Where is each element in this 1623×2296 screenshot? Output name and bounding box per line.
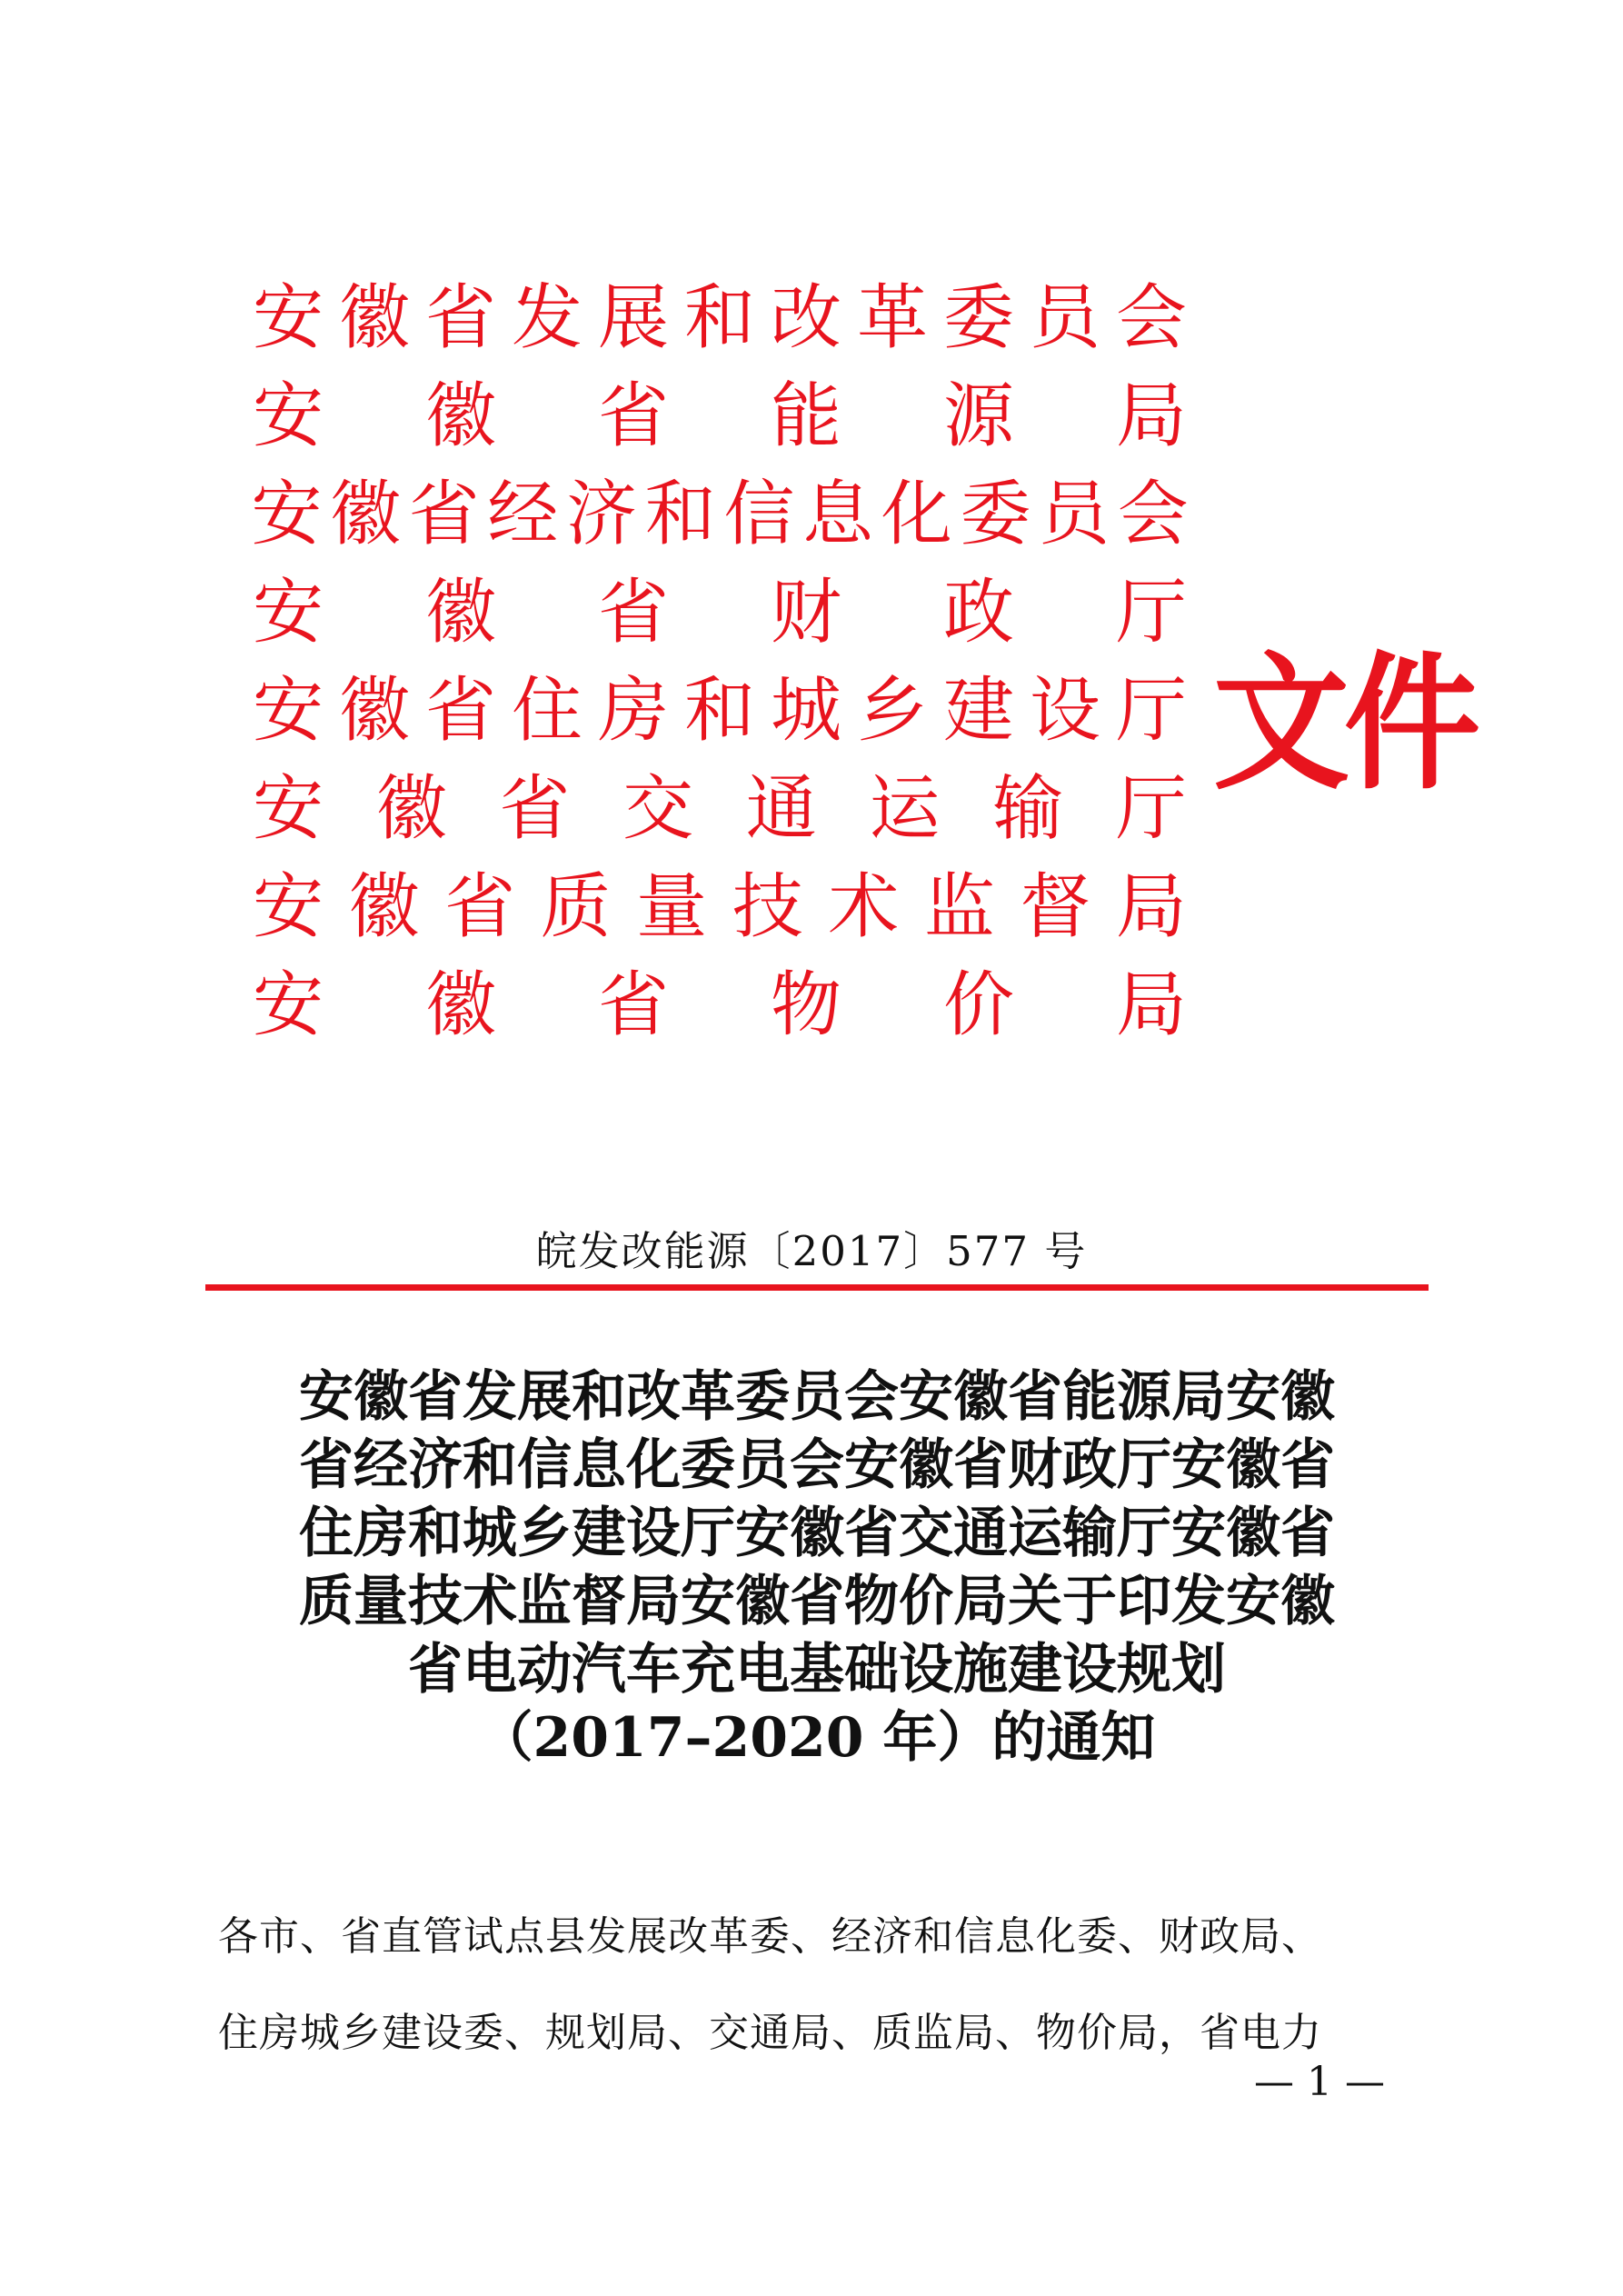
- issuer-char: 房: [597, 670, 669, 752]
- body-line: 住房城乡建设委、规划局、交通局、质监局、物价局，省电力: [218, 2010, 1322, 2056]
- issuer-char: 和: [644, 474, 716, 555]
- issuer-name: [247, 662, 1192, 760]
- issuer-char: 员: [1029, 277, 1100, 359]
- document-title: [205, 1363, 1429, 1772]
- document-mark: 文件: [1213, 639, 1476, 811]
- issuer-char: 设: [1029, 670, 1100, 752]
- issuer-char: 和: [683, 277, 755, 359]
- issuer-char: 建: [942, 670, 1014, 752]
- issuer-char: 局: [1115, 866, 1187, 948]
- issuer-char: 委: [960, 474, 1031, 555]
- issuer-char: 省: [499, 768, 571, 850]
- issuer-char: 徽: [338, 277, 410, 359]
- issuer-char: 安: [252, 277, 324, 359]
- issuer-char: 厅: [1115, 768, 1187, 850]
- issuer-char: 政: [942, 572, 1014, 654]
- issuer-char: 改: [770, 277, 841, 359]
- title-line: 省电动汽车充电基础设施建设规划: [408, 1638, 1226, 1702]
- issuer-char: 物: [770, 964, 841, 1046]
- issuer-char: 省: [424, 277, 496, 359]
- issuer-char: 量: [636, 866, 708, 948]
- issuer-char: 委: [942, 277, 1014, 359]
- issuer-char: 督: [1020, 866, 1091, 948]
- issuer-char: 省: [408, 474, 480, 555]
- issuer-char: 徽: [424, 964, 496, 1046]
- issuer-char: 和: [683, 670, 755, 752]
- title-line: 住房和城乡建设厅安徽省交通运输厅安徽省: [299, 1502, 1335, 1565]
- issuer-char: 监: [923, 866, 995, 948]
- issuer-char: 会: [1115, 277, 1187, 359]
- issuer-char: 安: [252, 375, 324, 457]
- issuer-char: 住: [511, 670, 582, 752]
- issuer-char: 安: [252, 670, 324, 752]
- issuer-char: 能: [770, 375, 841, 457]
- issuer-name: [247, 269, 1192, 367]
- title-line: 省经济和信息化委员会安徽省财政厅安徽省: [299, 1433, 1335, 1497]
- issuer-char: 省: [597, 572, 669, 654]
- issuer-name: [247, 367, 1192, 465]
- issuer-char: 信: [723, 474, 795, 555]
- issuer-char: 交: [622, 768, 694, 850]
- body-line: 各市、省直管试点县发展改革委、经济和信息化委、财政局、: [218, 1913, 1322, 1960]
- issuer-char: 厅: [1115, 572, 1187, 654]
- issuer-char: 价: [942, 964, 1014, 1046]
- issuer-char: 局: [1115, 375, 1187, 457]
- issuer-char: 徽: [424, 572, 496, 654]
- issuer-char: 发: [511, 277, 582, 359]
- issuer-char: 乡: [856, 670, 928, 752]
- document-number: 皖发改能源〔2017〕577 号: [535, 1227, 1088, 1275]
- issuer-char: 经: [487, 474, 559, 555]
- issuer-char: 革: [856, 277, 928, 359]
- issuer-char: 源: [942, 375, 1014, 457]
- issuer-char: 城: [770, 670, 841, 752]
- issuer-char: 通: [745, 768, 817, 850]
- title-line: 安徽省发展和改革委员会安徽省能源局安徽: [299, 1365, 1335, 1429]
- issuer-char: 技: [732, 866, 803, 948]
- issuer-char: 安: [252, 866, 324, 948]
- title-line: 质量技术监督局安徽省物价局关于印发安徽: [299, 1570, 1335, 1633]
- issuer-char: 息: [802, 474, 874, 555]
- issuer-char: 省: [424, 670, 496, 752]
- body-text: [218, 1889, 1427, 2081]
- issuer-char: 安: [252, 572, 324, 654]
- page-number: — 1 —: [1254, 2059, 1385, 2105]
- issuer-char: 省: [444, 866, 516, 948]
- issuer-name: [247, 956, 1192, 1054]
- issuer-name: [247, 564, 1192, 662]
- issuer-char: 质: [540, 866, 612, 948]
- issuer-char: 厅: [1115, 670, 1187, 752]
- issuer-char: 徽: [348, 866, 420, 948]
- issuer-char: 省: [597, 375, 669, 457]
- issuer-char: 局: [1115, 964, 1187, 1046]
- issuer-char: 徽: [330, 474, 402, 555]
- issuer-char: 安: [252, 964, 324, 1046]
- issuer-char: 输: [992, 768, 1064, 850]
- issuer-char: 省: [597, 964, 669, 1046]
- title-line: （2017–2020 年）的通知: [478, 1706, 1156, 1770]
- issuer-name: [247, 760, 1192, 858]
- issuer-char: 展: [597, 277, 669, 359]
- issuer-char: 财: [770, 572, 841, 654]
- issuer-char: 会: [1117, 474, 1189, 555]
- issuer-char: 徽: [375, 768, 447, 850]
- red-separator-line: [205, 1284, 1429, 1291]
- issuer-char: 运: [869, 768, 941, 850]
- issuer-char: 徽: [424, 375, 496, 457]
- issuer-char: 济: [566, 474, 638, 555]
- issuer-list: [247, 269, 1192, 1054]
- issuer-char: 员: [1039, 474, 1110, 555]
- issuer-char: 安: [251, 474, 323, 555]
- issuer-char: 术: [828, 866, 900, 948]
- issuer-char: 化: [881, 474, 952, 555]
- issuer-char: 安: [252, 768, 324, 850]
- issuer-char: 徽: [338, 670, 410, 752]
- issuer-name: [247, 858, 1192, 956]
- issuer-name: [247, 465, 1192, 564]
